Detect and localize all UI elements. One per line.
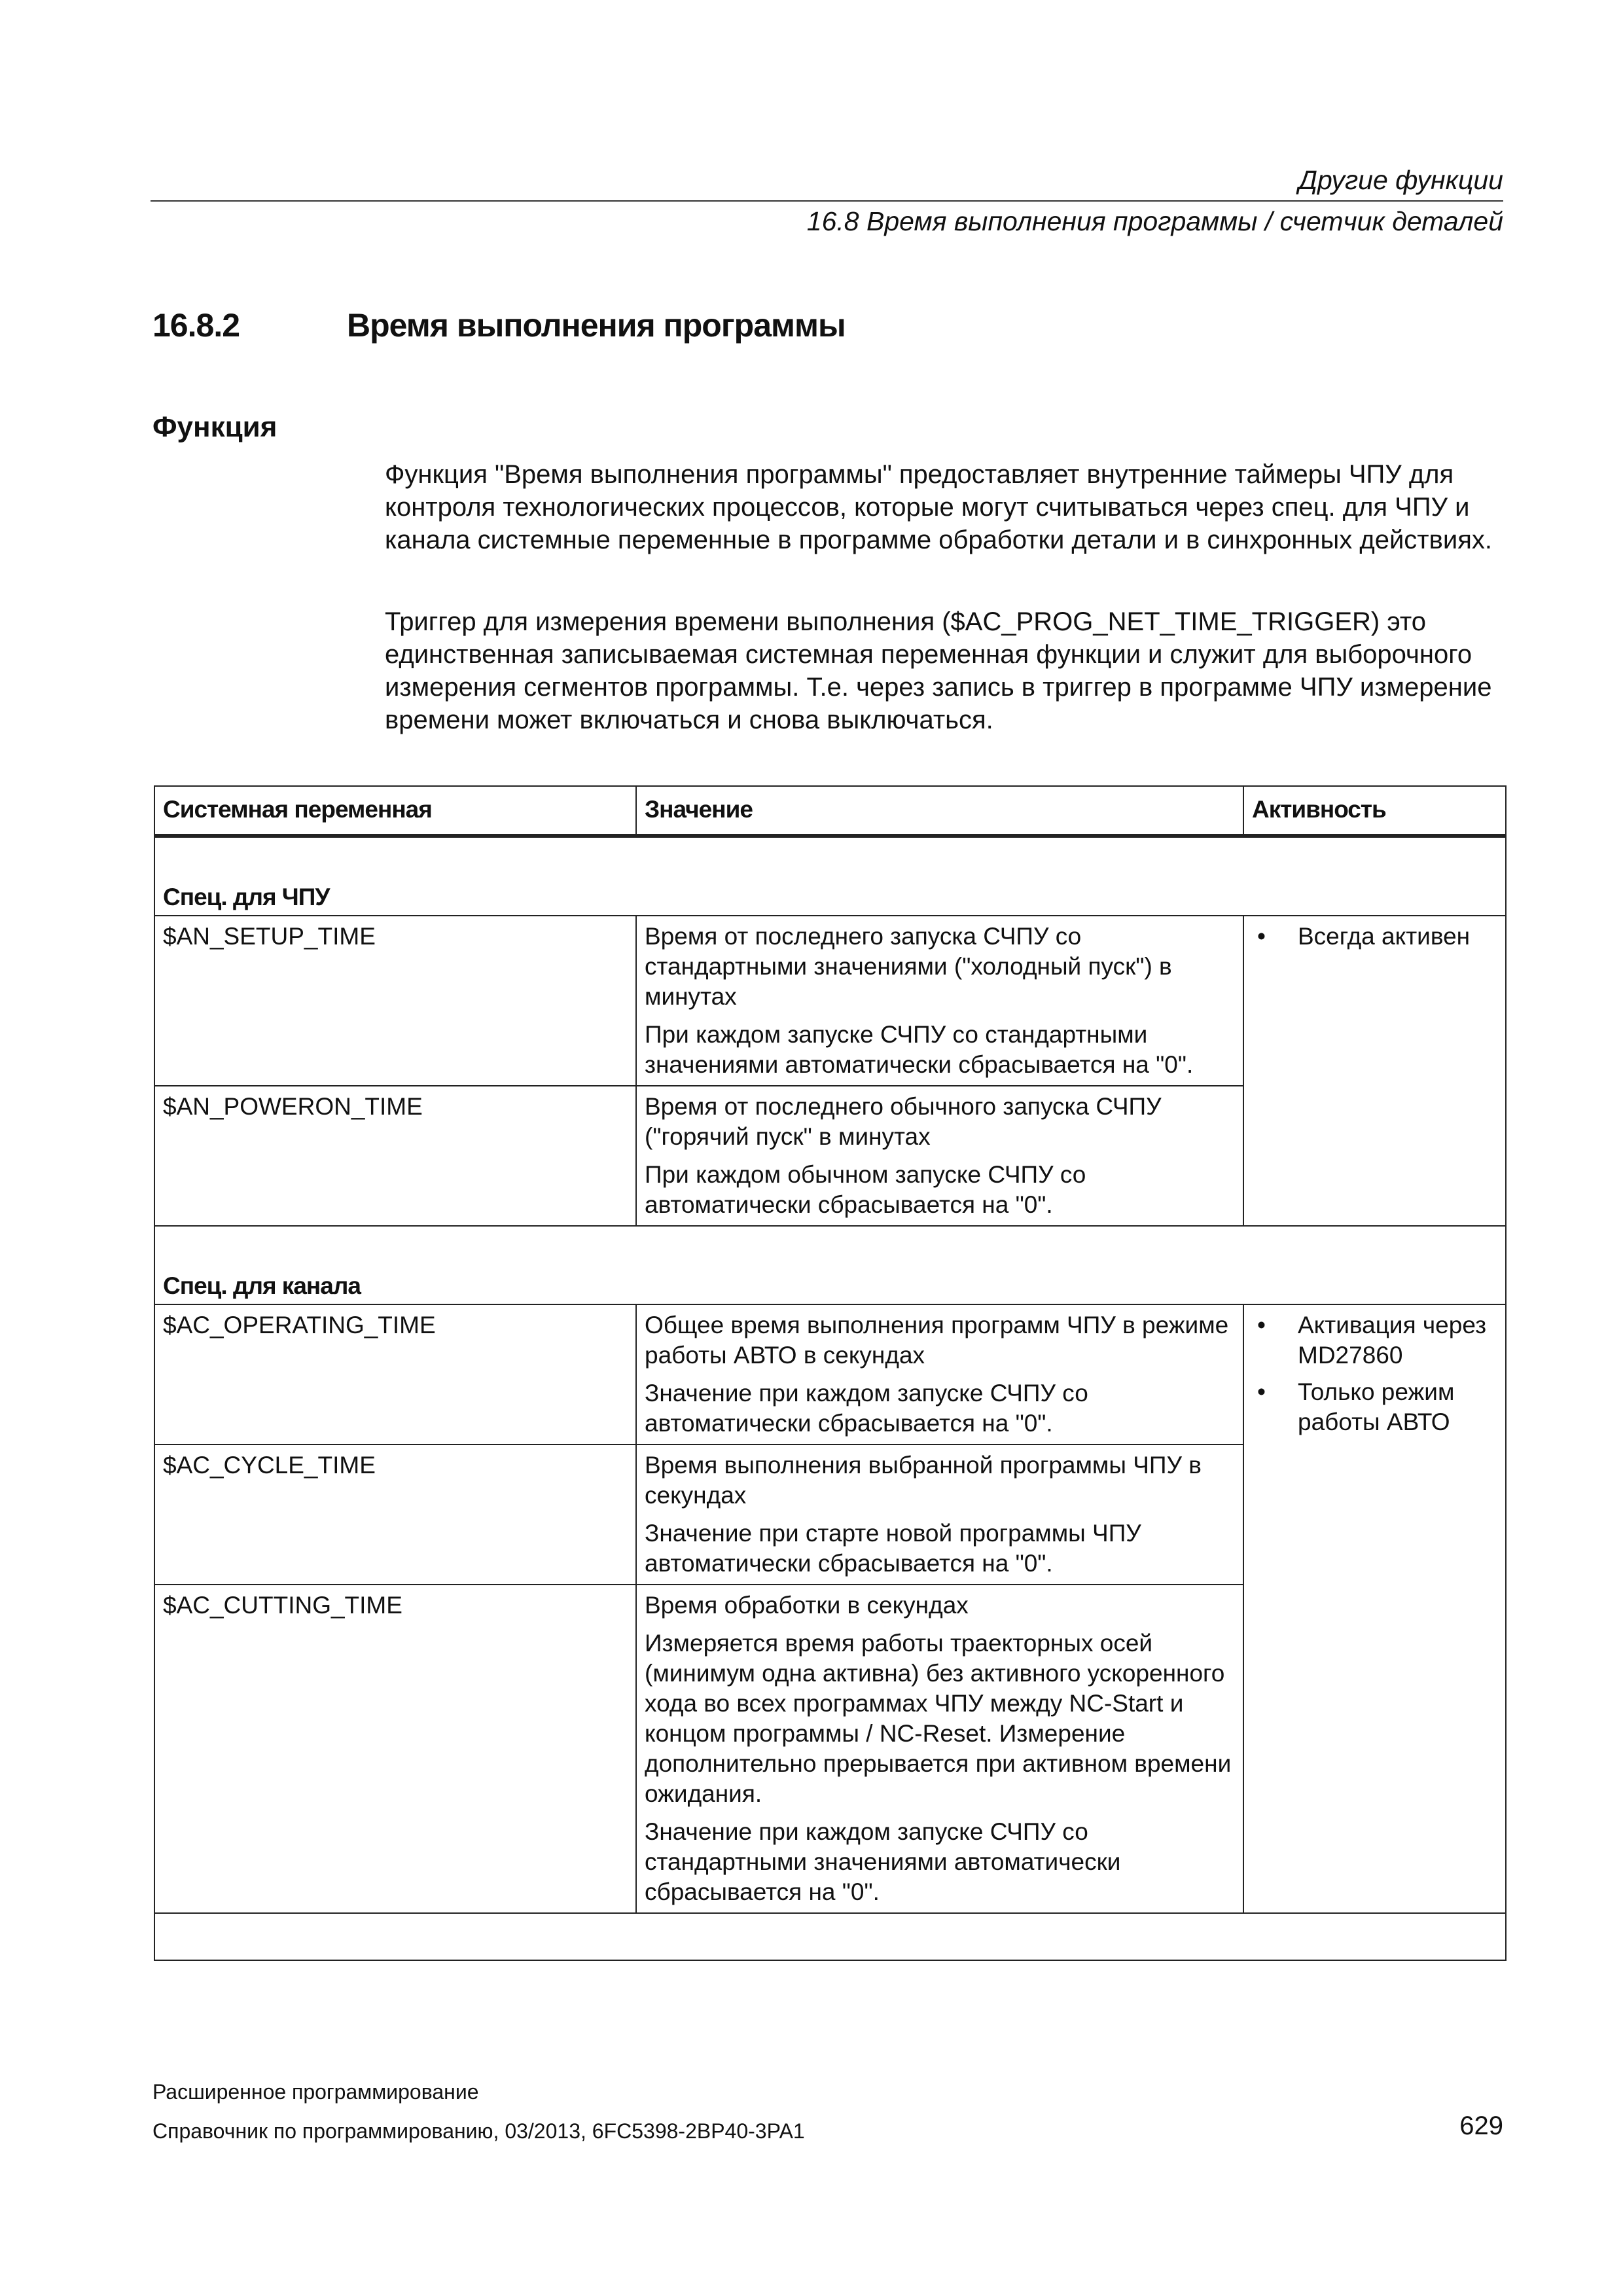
- table-header-row: [154, 786, 1506, 836]
- meaning-text: При каждом обычном запуске СЧПУ со автоматически сбрасывается на "0".: [645, 1161, 1086, 1218]
- meaning-text: Время обработки в секундах: [645, 1592, 969, 1619]
- footer-book-title: Расширенное программирование: [152, 2080, 479, 2104]
- table-group-row: [154, 836, 1506, 916]
- meaning-text: Время выполнения выбранной программы ЧПУ в секундах: [645, 1452, 1202, 1509]
- meaning-text: Значение при каждом запуске СЧПУ со автоматически сбрасывается на "0".: [645, 1380, 1088, 1437]
- meaning-cell: [636, 1444, 1243, 1585]
- subheading: Функция: [152, 411, 277, 443]
- paragraph: Триггер для измерения времени выполнения ($AC_PROG_NET_TIME_TRIGGER) это единственная записываемая системная переменная функции и служит для выборочного измерения сегментов программы. Т.е. через запись в триггер в программе ЧПУ измерение времени может включаться и снова выключаться.: [385, 607, 1492, 734]
- meaning-cell: [636, 1585, 1243, 1913]
- table-row: [154, 1304, 1506, 1444]
- section-number: 16.8.2: [152, 307, 240, 344]
- table-row: [154, 916, 1506, 1086]
- variable-name: $AC_CUTTING_TIME: [154, 1585, 636, 1913]
- activity-item: • Всегда активен: [1252, 922, 1497, 952]
- variable-name: $AN_SETUP_TIME: [154, 916, 636, 1086]
- running-header-chapter: Другие функции: [1298, 165, 1503, 195]
- activity-item: • Активация через MD27860: [1252, 1310, 1497, 1371]
- meaning-text: Время от последнего запуска СЧПУ со стандартными значениями ("холодный пуск") в минутах: [645, 923, 1172, 1010]
- group-label: Спец. для канала: [154, 1226, 1506, 1304]
- paragraph: Функция "Время выполнения программы" предоставляет внутренние таймеры ЧПУ для контроля технологических процессов, которые могут считываться через спец. для ЧПУ и канала системные переменные в программе обработки детали и в синхронных действиях.: [385, 460, 1492, 554]
- footer-edition: Справочник по программированию, 03/2013, 6FC5398-2BP40-3PA1: [152, 2119, 805, 2143]
- header-rule: [151, 200, 1503, 202]
- column-header: Значение: [636, 786, 1243, 836]
- meaning-text: Время от последнего обычного запуска СЧПУ ("горячий пуск" в минутах: [645, 1093, 1162, 1150]
- meaning-text: Значение при старте новой программы ЧПУ автоматически сбрасывается на "0".: [645, 1520, 1141, 1577]
- section-title: Время выполнения программы: [347, 307, 846, 344]
- page-number: 629: [1459, 2111, 1503, 2140]
- column-header: Активность: [1243, 786, 1506, 836]
- meaning-cell: [636, 1086, 1243, 1226]
- running-header-section: 16.8 Время выполнения программы / счетчик деталей: [806, 206, 1503, 236]
- activity-cell: [1243, 916, 1506, 1226]
- column-header: Системная переменная: [154, 786, 636, 836]
- meaning-cell: [636, 1304, 1243, 1444]
- meaning-text: Измеряется время работы траекторных осей (минимум одна активна) без активного ускоренного хода во всех программах ЧПУ между NC-Start и концом программы / NC-Reset. Измерение дополнительно прерывается при активном времени ожидания.: [645, 1630, 1232, 1807]
- meaning-text: Значение при каждом запуске СЧПУ со стандартными значениями автоматически сбрасывается на "0".: [645, 1818, 1121, 1905]
- variable-name: $AN_POWERON_TIME: [154, 1086, 636, 1226]
- empty-cell: [154, 1913, 1506, 1960]
- table-group-row: [154, 1226, 1506, 1304]
- meaning-text: При каждом запуске СЧПУ со стандартными значениями автоматически сбрасывается на "0".: [645, 1021, 1194, 1078]
- meaning-cell: [636, 916, 1243, 1086]
- activity-cell: [1243, 1304, 1506, 1913]
- variable-name: $AC_CYCLE_TIME: [154, 1444, 636, 1585]
- group-label: Спец. для ЧПУ: [154, 836, 1506, 916]
- activity-item: • Только режим работы АВТО: [1252, 1377, 1497, 1437]
- table-end-row: [154, 1913, 1506, 1960]
- meaning-text: Общее время выполнения программ ЧПУ в режиме работы АВТО в секундах: [645, 1312, 1229, 1369]
- variable-name: $AC_OPERATING_TIME: [154, 1304, 636, 1444]
- system-variables-table: [154, 785, 1507, 1961]
